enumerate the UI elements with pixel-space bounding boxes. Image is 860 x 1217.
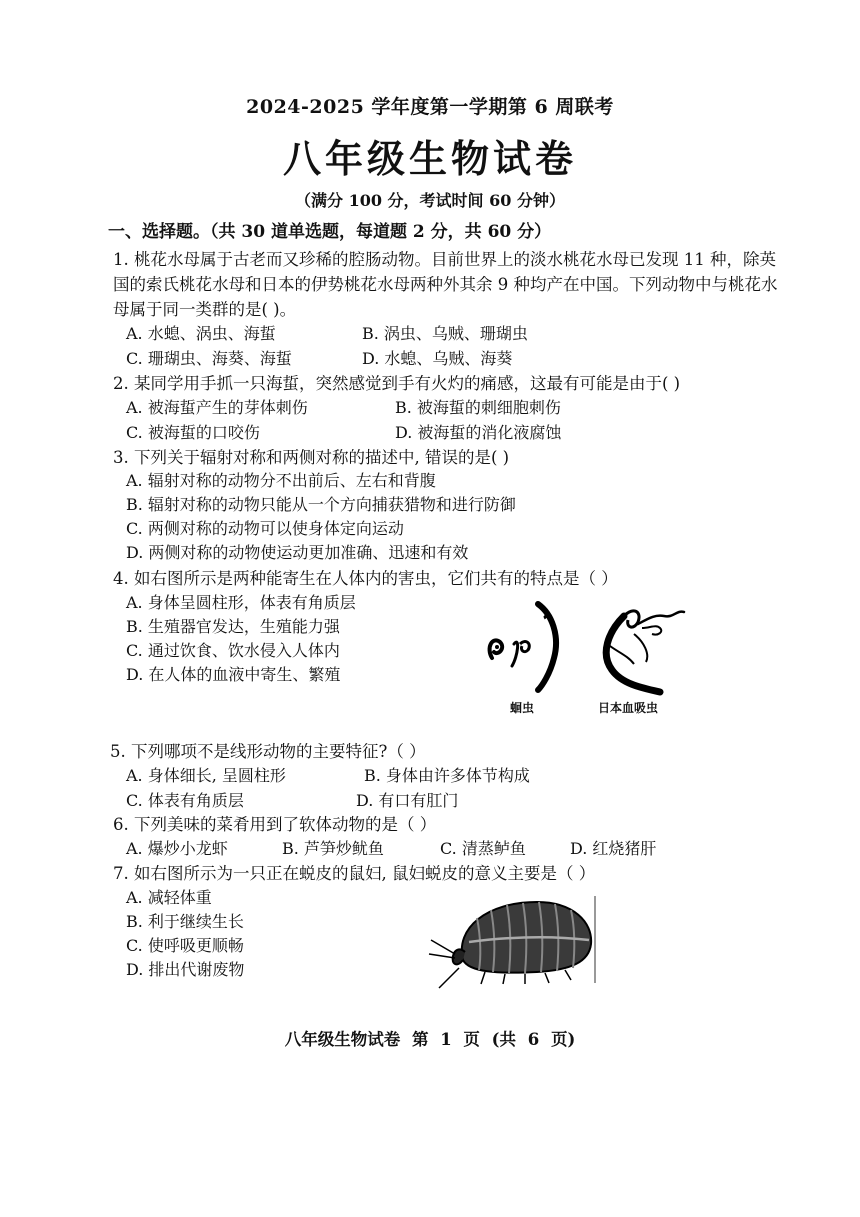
q5-option-b: B. 身体由许多体节构成 [364,766,530,785]
q1-option-a: A. 水螅、涡虫、海蜇 [126,324,276,343]
q1-option-d: D. 水螅、乌贼、海葵 [362,349,513,368]
pill-bug-figure [425,888,615,993]
q6-option-c: C. 清蒸鲈鱼 [440,839,526,858]
q6-option-a: A. 爆炒小龙虾 [126,839,228,858]
q4-option-b: B. 生殖器官发达，生殖能力强 [126,617,340,636]
q4-option-d: D. 在人体的血液中寄生、繁殖 [126,665,341,684]
q4-option-c: C. 通过饮食、饮水侵入人体内 [126,641,340,660]
page-footer: 八年级生物试卷 第 1 页 (共 6 页) [284,1030,576,1049]
q7-stem: 7. 如右图所示为一只正在蜕皮的鼠妇, 鼠妇蜕皮的意义主要是（ ） [113,864,596,883]
q7-option-a: A. 减轻体重 [126,888,212,907]
q7-option-d: D. 排出代谢废物 [126,960,245,979]
roundworm-label: 蛔虫 [510,701,535,715]
q3-option-a: A. 辐射对称的动物分不出前后、左右和背腹 [126,471,436,490]
q4-stem: 4. 如右图所示是两种能寄生在人体内的害虫，它们共有的特点是（ ） [113,569,618,588]
q5-option-c: C. 体表有角质层 [126,791,244,810]
q7-option-b: B. 利于继续生长 [126,912,244,931]
schistosome-label: 日本血吸虫 [598,701,659,715]
q3-option-c: C. 两侧对称的动物可以使身体定向运动 [126,519,404,538]
q4-option-a: A. 身体呈圆柱形，体表有角质层 [126,593,356,612]
q2-option-c: C. 被海蜇的口咬伤 [126,423,260,442]
q3-option-b: B. 辐射对称的动物只能从一个方向捕获猎物和进行防御 [126,495,516,514]
section-heading: 一、选择题。（共 30 道单选题，每道题 2 分，共 60 分） [108,222,552,242]
q3-option-d: D. 两侧对称的动物使运动更加准确、迅速和有效 [126,543,469,562]
q1-option-c: C. 珊瑚虫、海葵、海蜇 [126,349,292,368]
q5-option-d: D. 有口有肛门 [356,791,459,810]
q3-stem: 3. 下列关于辐射对称和两侧对称的描述中, 错误的是( ) [113,448,510,467]
q1-option-b: B. 涡虫、乌贼、珊瑚虫 [362,324,528,343]
exam-title: 八年级生物试卷 [282,136,577,181]
q6-option-d: D. 红烧猪肝 [570,839,657,858]
q5-option-a: A. 身体细长, 呈圆柱形 [126,766,286,785]
q1-line-2: 国的索氏桃花水母和日本的伊势桃花水母两种外其余 9 种均产在中国。下列动物中与桃花水 [113,275,778,294]
q2-stem: 2. 某同学用手抓一只海蜇，突然感觉到手有火灼的痛感，这最有可能是由于( ) [113,374,681,393]
q6-stem: 6. 下列美味的菜肴用到了软体动物的是（ ） [113,815,437,834]
exam-subtitle: 2024-2025 学年度第一学期第 6 周联考 [246,96,614,118]
q6-option-b: B. 芦笋炒鱿鱼 [282,839,384,858]
q2-option-b: B. 被海蜇的刺细胞刺伤 [395,398,561,417]
q1-line-3: 母属于同一类群的是( )。 [113,300,297,319]
q1-line-1: 1. 桃花水母属于古老而又珍稀的腔肠动物。目前世界上的淡水桃花水母已发现 11 种，除英 [113,250,776,269]
q2-option-a: A. 被海蜇产生的芽体刺伤 [126,398,308,417]
roundworm-figure [480,596,580,696]
schistosome-figure [594,598,694,698]
q7-option-c: C. 使呼吸更顺畅 [126,936,244,955]
q2-option-d: D. 被海蜇的消化液腐蚀 [395,423,562,442]
exam-note: （满分 100 分，考试时间 60 分钟） [295,191,565,210]
q5-stem: 5. 下列哪项不是线形动物的主要特征?（ ） [110,742,426,761]
